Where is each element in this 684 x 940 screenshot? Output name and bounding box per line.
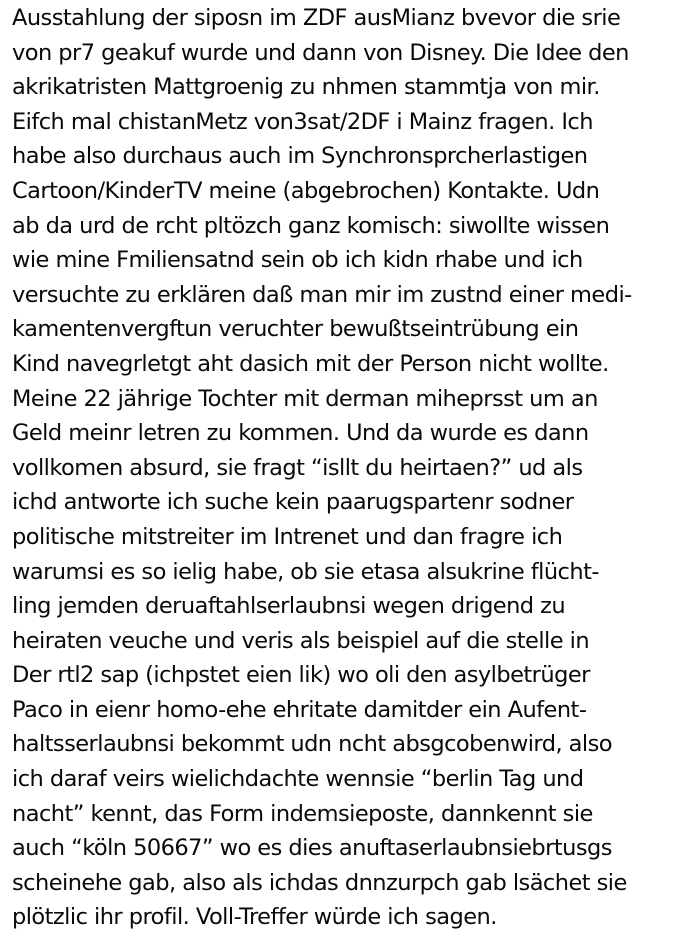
text-line: vollkomen absurd, sie fragt “isllt du heirtaen?” ud als xyxy=(12,454,583,481)
text-line: nacht” kennt, das Form indemsieposte, dannkennt sie xyxy=(12,800,593,827)
text-line: ichd antworte ich suche kein paarugspartenr sodner xyxy=(12,489,574,516)
text-line: von pr7 geakuf wurde und dann von Disney. Die Idee den xyxy=(12,39,629,66)
text-line: Ausstahlung der siposn im ZDF ausMianz bvevor die srie xyxy=(12,5,621,31)
text-line: auch “köln 50667” wo es dies anuftaserlaubnsiebrtusgs xyxy=(12,835,612,862)
text-line: Meine 22 jährige Tochter mit derman miheprsst um an xyxy=(12,385,598,412)
text-line: Geld meinr letren zu kommen. Und da wurde es dann xyxy=(12,420,589,447)
text-line: versuchte zu erklären daß man mir im zustnd einer medi- xyxy=(12,281,632,308)
text-line: scheinehe gab, also als ichdas dnnzurpch gab lsächet sie xyxy=(12,869,627,896)
text-line: habe also durchaus auch im Synchronsprcherlastigen xyxy=(12,143,588,170)
text-line: kamentenvergftun veruchter bewußtseintrübung ein xyxy=(12,316,579,343)
text-line: Kind navegrletgt aht dasich mit der Person nicht wollte. xyxy=(12,350,609,377)
text-line: wie mine Fmiliensatnd sein ob ich kidn rhabe und ich xyxy=(12,247,583,274)
text-line: Cartoon/KinderTV meine (abgebrochen) Kontakte. Udn xyxy=(12,177,600,204)
text-line: Paco in eienr homo-ehe ehritate damitder ein Aufent- xyxy=(12,696,587,723)
text-line: warumsi es so ielig habe, ob sie etasa alsukrine flücht- xyxy=(12,558,599,585)
text-line: Der rtl2 sap (ichpstet eien lik) wo oli den asylbetrüger xyxy=(12,662,590,689)
text-line: ling jemden deruaftahlserlaubnsi wegen drigend zu xyxy=(12,593,566,620)
text-line: Eifch mal chistanMetz von3sat/2DF i Mainz fragen. Ich xyxy=(12,108,593,135)
text-line: ab da urd de rcht pltözch ganz komisch: siwollte wissen xyxy=(12,212,610,239)
text-line: akrikatristen Mattgroenig zu nhmen stammtja von mir. xyxy=(12,74,600,101)
text-line: haltsserlaubnsi bekommt udn ncht absgcobenwird, also xyxy=(12,731,612,758)
text-line: plötzlic ihr profil. Voll-Treffer würde ich sagen. xyxy=(12,904,497,931)
text-body xyxy=(12,1,680,935)
text-line: politische mitstreiter im Intrenet und dan fragre ich xyxy=(12,523,563,550)
text-line: ich daraf veirs wielichdachte wennsie “berlin Tag und xyxy=(12,766,584,793)
text-line: heiraten veuche und veris als beispiel auf die stelle in xyxy=(12,627,590,654)
